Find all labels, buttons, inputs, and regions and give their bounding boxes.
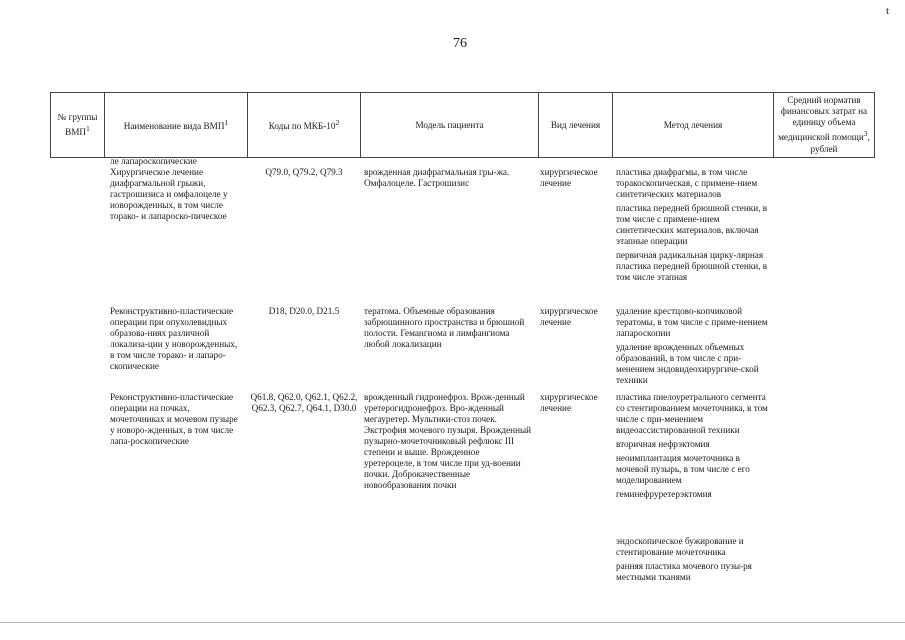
method-item: вторичная нефрэктомия: [616, 439, 710, 449]
header-method: Метод лечения: [663, 119, 723, 130]
row1-name: Хирургическое лечение диафрагмальной грыжи, гастрошизиса и омфалоцеле у новорожденных, в том числе торако- и лапароско-пическое: [110, 167, 228, 221]
row2-codes: D18, D20.0, D21.5: [268, 306, 340, 316]
row3-model: врожденный гидронефроз. Врож-денный уретерогидронефроз. Вро-жденный мегауретер. Мультики-стоз почек. Экстрофия мочевого пузыря. Врожденный пузырно-мочеточниковый рефлюкс III степени и выше. Врожденное уретероцеле, в том числе при уд-воении почки. Доброкачественные новообразования почки: [364, 392, 532, 490]
row2-name: Реконструктивно-пластические операции при опухолевидных образова-ниях различной локализа-ции у новорожденных, в том числе торако- и лапаро-скопические: [110, 306, 238, 371]
method-item: первичная радикальная цирку-лярная пластика передней брюшной стенки, в том числе этапная: [616, 250, 768, 282]
carryover-text: ле лапароскопические: [110, 156, 197, 166]
row3-methods: [616, 392, 772, 503]
method-item: эндоскопическое бужирование и стентирование мочеточника: [616, 536, 744, 557]
header-model: Модель пациента: [415, 119, 484, 130]
row2-methods: [616, 306, 772, 389]
method-item: пластика диафрагмы, в том числе торакоскопическая, с примене-нием синтетических материалов: [616, 167, 758, 199]
method-item: пластика передней брюшной стенки, в том числе с примене-нием синтетических материалов, включая этапные операции: [616, 203, 768, 246]
row1-codes: Q79.0, Q79.2, Q79.3: [265, 167, 343, 177]
method-item: удаление крестцово-копчиковой тератомы, в том числе с приме-нением лапароскопии: [616, 306, 768, 338]
method-item: ранняя пластика мочевого пузы-ря местными тканями: [616, 561, 752, 582]
row1-type: хирургическое лечение: [540, 167, 598, 188]
row3-name: Реконструктивно-пластические операции на почках, мочеточниках и мочевом пузыре у новоро-жденных, в том числе лапа-роскопические: [110, 392, 238, 446]
col-divider: [874, 92, 875, 158]
method-item: пластика пиелоуретрального сегмента со стентированием мочеточника, в том числе с при-менением видеоассистированной техники: [616, 392, 768, 435]
row3-methods-continued: [616, 536, 772, 586]
row3-codes: Q61.8, Q62.0, Q62.1, Q62.2, Q62.3, Q62.7, Q64.1, D30.0: [250, 392, 358, 413]
row1-methods: [616, 167, 772, 286]
row3-type: хирургическое лечение: [540, 392, 598, 413]
header-cost: Средний норматив финансовых затрат на единицу объема медицинской помощи$^3$, рублей: [778, 95, 870, 154]
row2-model: тератома. Объемные образования забрюшинного пространства и брюшной полости. Гемангиома и лимфангиома любой локализации: [364, 306, 525, 349]
method-item: удаление врожденных объемных образований, в том числе с при-менением эндовидеохирургиче-ской техники: [616, 342, 759, 385]
header-type: Вид лечения: [550, 119, 601, 130]
page-number: 76: [453, 36, 467, 51]
corner-mark: t: [886, 5, 890, 17]
header-group: № группы ВМП$^1$: [57, 111, 98, 138]
header-codes: Коды по МКБ-$10^2$: [268, 118, 340, 132]
row2-type: хирургическое лечение: [540, 306, 598, 327]
header-name: Наименование вида ВМП$^1$: [123, 118, 229, 132]
method-item: неоимплантация мочеточника в мочевой пузырь, в том числе с его моделированием: [616, 453, 750, 485]
scan-edge-rule: [0, 622, 905, 623]
method-item: геминефруретерэктомия: [616, 489, 712, 499]
row1-model: врожденная диафрагмальная гры-жа. Омфалоцеле. Гастрошизис: [364, 167, 510, 188]
